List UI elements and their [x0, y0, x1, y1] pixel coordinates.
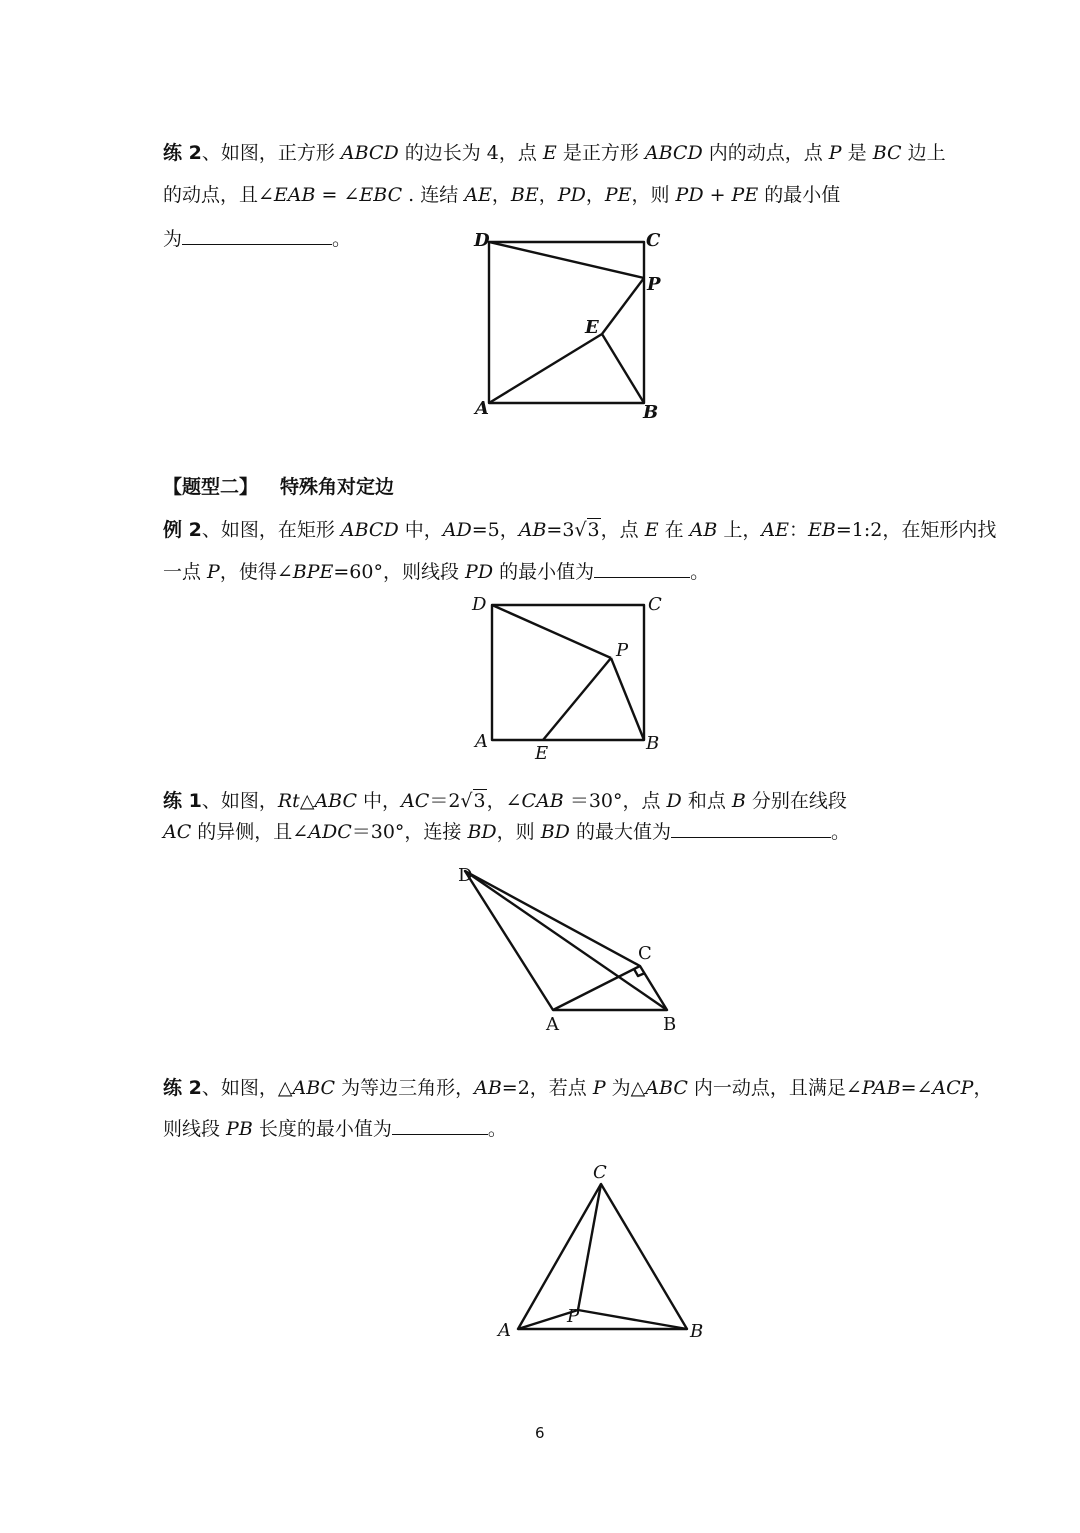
- label-p: P: [567, 1306, 580, 1327]
- ex4-line2: 则线段 PB 长度的最小值为 。: [163, 1118, 507, 1140]
- triangle-abc: [518, 1184, 687, 1329]
- label-c: C: [648, 594, 662, 615]
- label-b: B: [663, 1014, 677, 1035]
- label-a: A: [475, 731, 488, 752]
- ex3-line1: 练 1、如图，Rt△ABC 中，AC＝2√3，∠CAB ＝30°，点 D 和点 B 分别在线段: [163, 780, 847, 822]
- ex4-tag: 练 2: [163, 1077, 202, 1099]
- ex1-line1: 练 2、如图，正方形 ABCD 的边长为 4，点 E 是正方形 ABCD 内的动点，点 P 是 BC 边上: [163, 142, 946, 164]
- label-d: D: [458, 865, 473, 886]
- sqrt-symbol: √3: [460, 790, 486, 812]
- segment-bp: [578, 1310, 687, 1329]
- ex3-tag: 练 1: [163, 790, 202, 812]
- ex2-tag: 例 2: [163, 519, 202, 541]
- label-e: E: [535, 743, 549, 764]
- label-a: A: [546, 1014, 559, 1035]
- label-p: P: [616, 640, 629, 661]
- ex2-line2: 一点 P，使得∠BPE=60°，则线段 PD 的最小值为 。: [163, 561, 710, 583]
- label-c: C: [638, 943, 652, 964]
- label-d: D: [472, 594, 487, 615]
- label-c: C: [593, 1162, 607, 1183]
- label-a: A: [475, 398, 489, 419]
- label-b: B: [646, 733, 660, 754]
- label-e: E: [585, 317, 599, 338]
- ex4-line1: 练 2、如图，△ABC 为等边三角形，AB=2，若点 P 为△ABC 内一动点，且满足∠PAB=∠ACP，: [163, 1077, 993, 1099]
- ex1-tag: 练 2: [163, 142, 202, 164]
- label-a: A: [498, 1320, 511, 1341]
- label-p: P: [647, 274, 661, 295]
- page-number: 6: [535, 1424, 545, 1442]
- section-heading: 【题型二】 特殊角对定边: [163, 476, 395, 498]
- ex2-line1: 例 2、如图，在矩形 ABCD 中，AD=5，AB=3√3，点 E 在 AB 上，AE：EB=1:2，在矩形内找: [163, 509, 996, 551]
- label-b: B: [643, 402, 659, 423]
- ex1-line2: 的动点，且∠EAB = ∠EBC . 连结 AE，BE，PD，PE，则 PD + PE 的最小值: [163, 184, 841, 206]
- ex1-line3: 为 。: [163, 228, 352, 250]
- label-b: B: [690, 1321, 704, 1342]
- sqrt-symbol: √3: [574, 519, 600, 541]
- label-d: D: [474, 230, 490, 251]
- ex3-line2: AC 的异侧，且∠ADC＝30°，连接 BD，则 BD 的最大值为 。: [163, 821, 850, 843]
- label-c: C: [646, 230, 661, 251]
